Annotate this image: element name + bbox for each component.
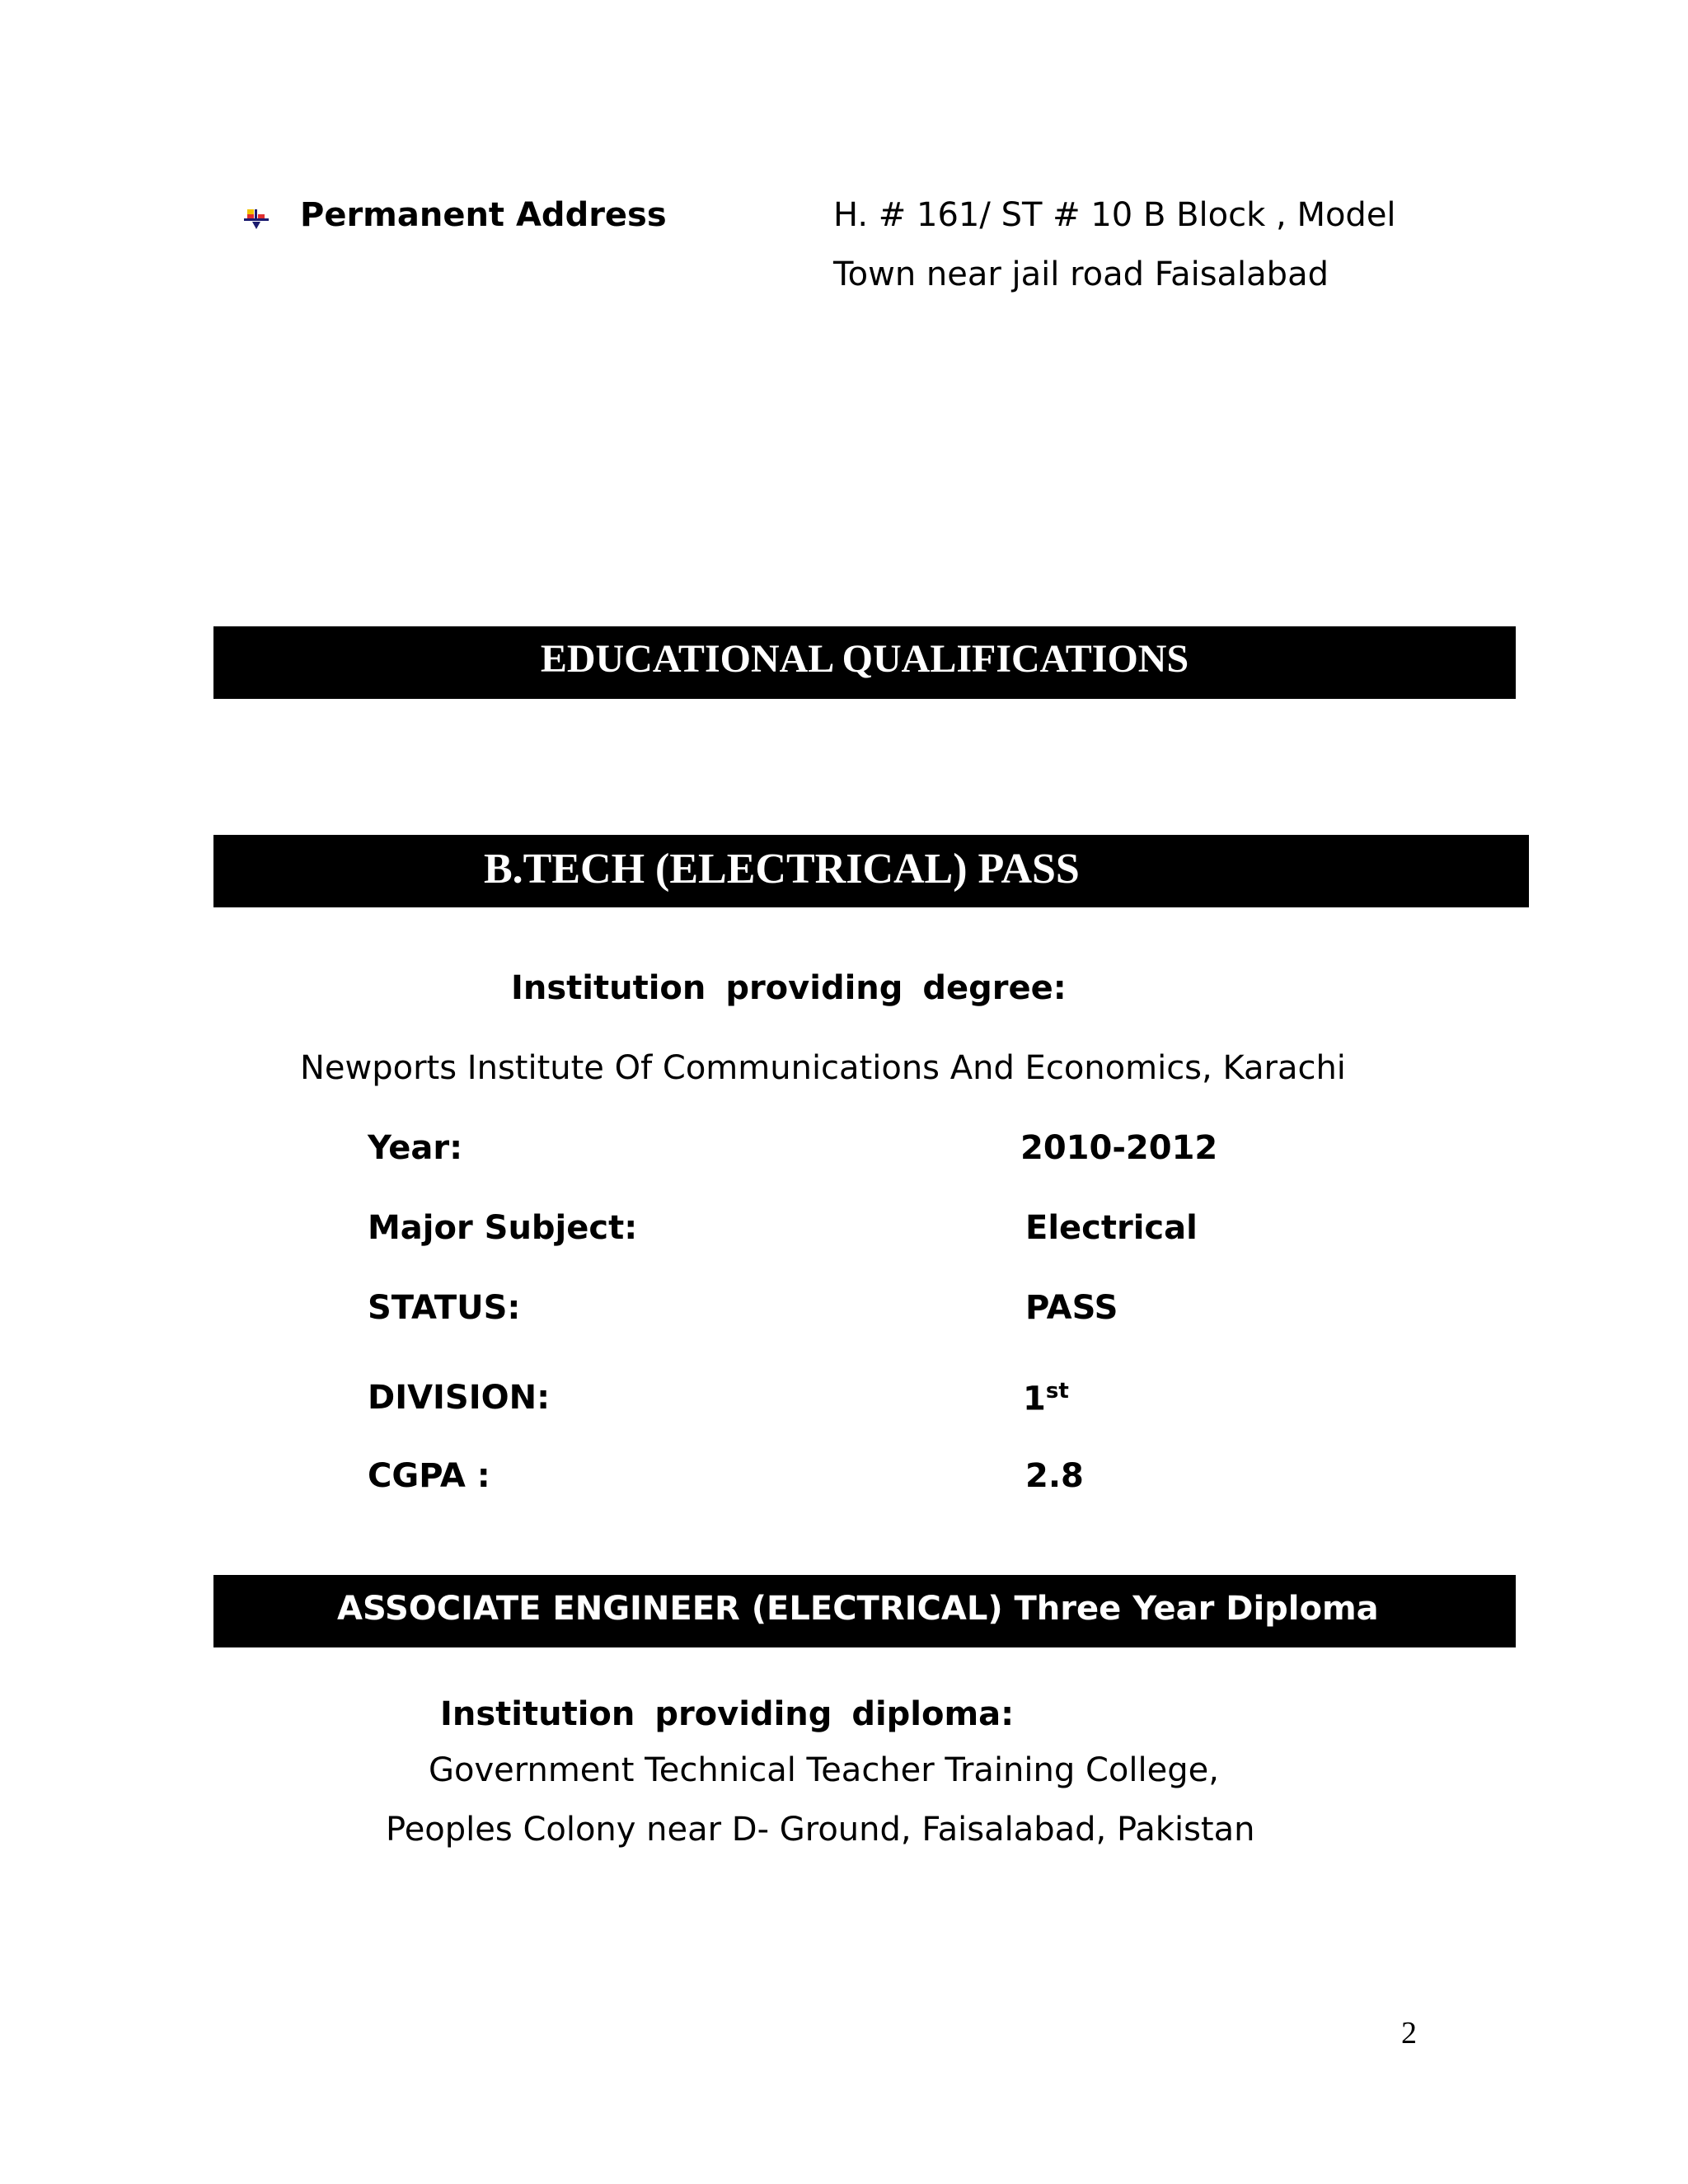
diploma-institution-line-2: Peoples Colony near D- Ground, Faisalabad, Pakistan <box>386 1811 1255 1849</box>
page-number: 2 <box>1401 2016 1417 2050</box>
btech-heading-bar <box>213 835 1529 907</box>
major-subject-value: Electrical <box>1025 1209 1198 1247</box>
status-label: STATUS: <box>368 1289 521 1327</box>
division-value <box>1023 1379 1069 1418</box>
major-subject-label: Major Subject: <box>368 1209 638 1247</box>
btech-institution-label: Institution providing degree: <box>511 969 1067 1007</box>
diploma-institution-line-1: Government Technical Teacher Training College, <box>429 1751 1219 1789</box>
diploma-heading-bar <box>213 1575 1516 1647</box>
section-heading: EDUCATIONAL QUALIFICATIONS <box>540 637 1189 681</box>
division-number: 1 <box>1023 1380 1046 1418</box>
diploma-heading: ASSOCIATE ENGINEER (ELECTRICAL) Three Year Diploma <box>337 1590 1379 1628</box>
division-suffix: st <box>1045 1379 1069 1404</box>
year-label: Year: <box>368 1129 463 1167</box>
cgpa-value: 2.8 <box>1025 1457 1084 1495</box>
permanent-address-label: Permanent Address <box>300 196 667 234</box>
btech-heading: B.TECH (ELECTRICAL) PASS <box>484 846 1080 893</box>
status-value: PASS <box>1025 1289 1118 1327</box>
btech-institution-name: Newports Institute Of Communications And Economics, Karachi <box>300 1049 1346 1087</box>
educational-qualifications-bar <box>213 626 1516 699</box>
division-label: DIVISION: <box>368 1379 551 1417</box>
arrow-bullet-icon <box>244 206 269 231</box>
year-value: 2010-2012 <box>1020 1129 1218 1167</box>
address-line-2: Town near jail road Faisalabad <box>833 255 1329 293</box>
cgpa-label: CGPA : <box>368 1457 490 1495</box>
diploma-institution-label: Institution providing diploma: <box>440 1695 1015 1733</box>
address-line-1: H. # 161/ ST # 10 B Block , Model <box>833 196 1396 234</box>
